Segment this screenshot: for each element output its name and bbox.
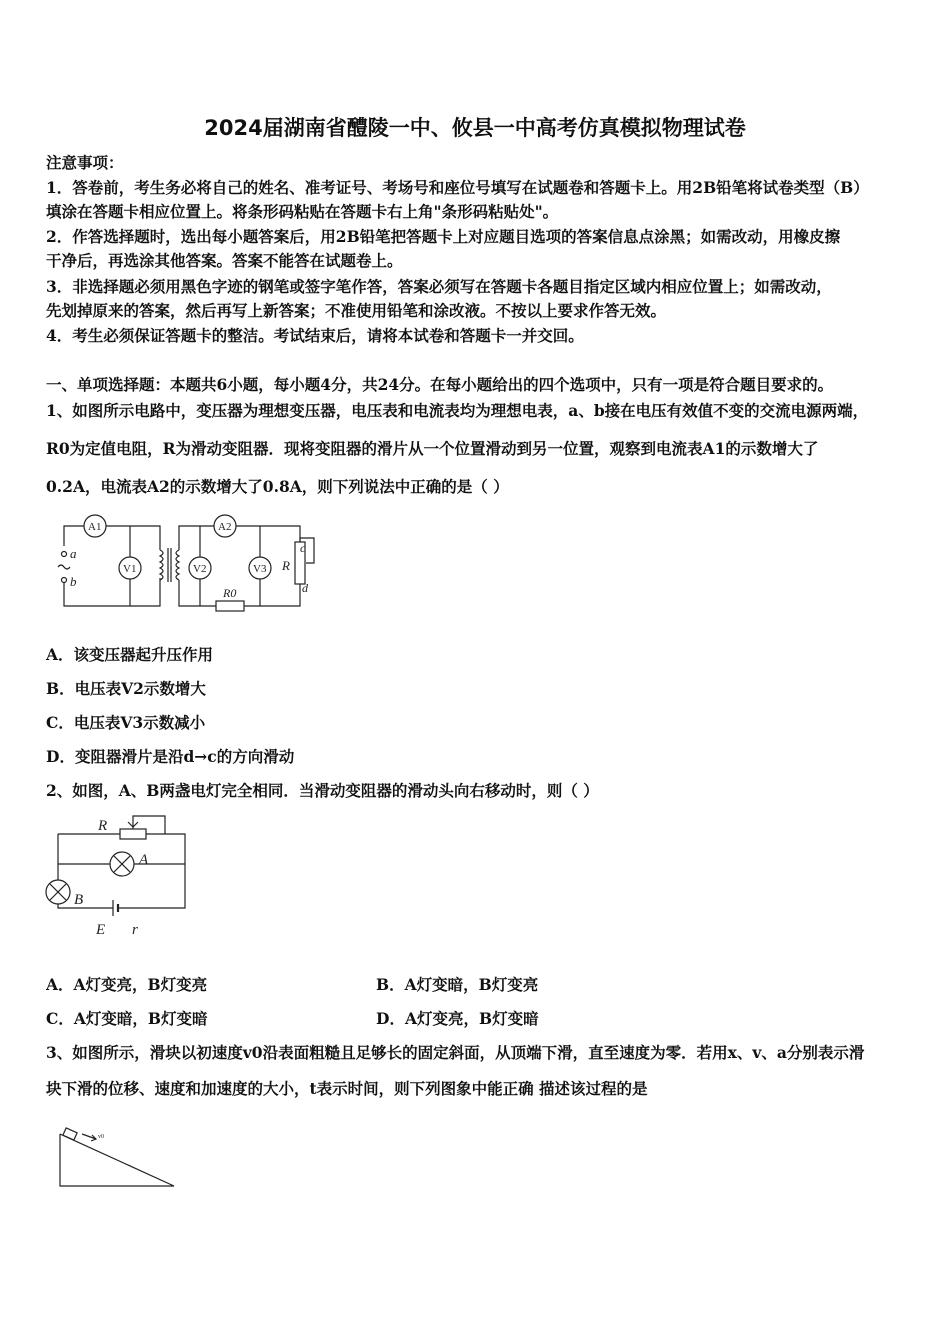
q1-option: A．该变压器起升压作用	[46, 645, 214, 664]
page-title: 2024届湖南省醴陵一中、攸县一中高考仿真模拟物理试卷	[204, 116, 746, 140]
resistor-r0	[216, 601, 244, 611]
q2-option: D．A灯变亮，B灯变暗	[376, 1009, 539, 1028]
notice-line: 4．考生必须保证答题卡的整洁。考试结束后，请将本试卷和答题卡一并交回。	[46, 326, 584, 345]
label-v1: V1	[123, 563, 137, 575]
section-heading: 一、单项选择题：本题共6小题，每小题4分，共24分。在每小题给出的四个选项中，只有一项是符合题目要求的。	[46, 375, 834, 394]
notice-line: 1．答卷前，考生务必将自己的姓名、准考证号、考场号和座位号填写在试题卷和答题卡上。用2B铅笔将试卷类型（B）	[46, 178, 869, 197]
slider-block	[63, 1128, 77, 1140]
q1-stem-line: R0为定值电阻，R为滑动变阻器．现将变阻器的滑片从一个位置滑动到另一位置，观察到电流表A1的示数增大了	[46, 439, 819, 458]
q3-stem-line: 3、如图所示，滑块以初速度v0沿表面粗糙且足够长的固定斜面，从顶端下滑，直至速度为零．若用x、v、a分别表示滑	[46, 1043, 865, 1062]
notice-line: 3．非选择题必须用黑色字迹的钢笔或签字笔作答，答案必须写在答题卡各题目指定区域内相应位置上；如需改动，	[46, 277, 832, 296]
q2-option: A．A灯变亮，B灯变亮	[46, 975, 208, 994]
notice-line: 填涂在答题卡相应位置上。将条形码粘贴在答题卡右上角"条形码粘贴处"。	[46, 202, 559, 221]
q2-option: B．A灯变暗，B灯变亮	[376, 975, 539, 994]
rheostat-r	[120, 829, 146, 839]
label-r0: R0	[223, 586, 237, 600]
q1-circuit-diagram	[48, 512, 338, 612]
label-internal-r: r	[132, 922, 138, 938]
label-v0: v0	[98, 1134, 104, 1140]
label-a: a	[70, 546, 77, 561]
q2-circuit-diagram	[40, 810, 200, 940]
label-v3: V3	[253, 563, 267, 575]
label-b: b	[70, 574, 77, 589]
label-lamp-a: A	[139, 852, 149, 868]
label-r: R	[98, 818, 108, 834]
q2-stem-line: 2、如图，A、B两盏电灯完全相同．当滑动变阻器的滑动头向右移动时，则（ ）	[46, 781, 599, 800]
q1-option: C．电压表V3示数减小	[46, 713, 206, 732]
label-c: c	[300, 541, 306, 555]
q3-stem-line: 块下滑的位移、速度和加速度的大小，t表示时间，则下列图象中能正确 描述该过程的是	[46, 1079, 648, 1098]
notice-heading: 注意事项：	[46, 153, 124, 172]
label-v2: V2	[193, 563, 207, 575]
q3-incline-diagram	[52, 1122, 182, 1192]
incline	[60, 1134, 174, 1186]
label-r: R	[282, 558, 290, 573]
label-d: d	[302, 581, 308, 595]
q1-option: D．变阻器滑片是沿d→c的方向滑动	[46, 747, 295, 766]
label-a2: A2	[218, 521, 232, 533]
label-emf: E	[96, 922, 106, 938]
q1-stem-line: 0.2A，电流表A2的示数增大了0.8A，则下列说法中正确的是（ ）	[46, 477, 509, 496]
q2-option: C．A灯变暗，B灯变暗	[46, 1009, 208, 1028]
q1-stem-line: 1、如图所示电路中，变压器为理想变压器，电压表和电流表均为理想电表，a、b接在电压有效值不变的交流电源两端，	[46, 401, 869, 420]
notice-line: 干净后，再选涂其他答案。答案不能答在试题卷上。	[46, 251, 403, 270]
notice-line: 先划掉原来的答案，然后再写上新答案；不准使用铅笔和涂改液。不按以上要求作答无效。	[46, 301, 667, 320]
notice-line: 2．作答选择题时，选出每小题答案后，用2B铅笔把答题卡上对应题目选项的答案信息点涂黑；如需改动，用橡皮擦	[46, 227, 841, 246]
label-lamp-b: B	[74, 892, 84, 908]
label-a1: A1	[88, 521, 102, 533]
q1-option: B．电压表V2示数增大	[46, 679, 206, 698]
